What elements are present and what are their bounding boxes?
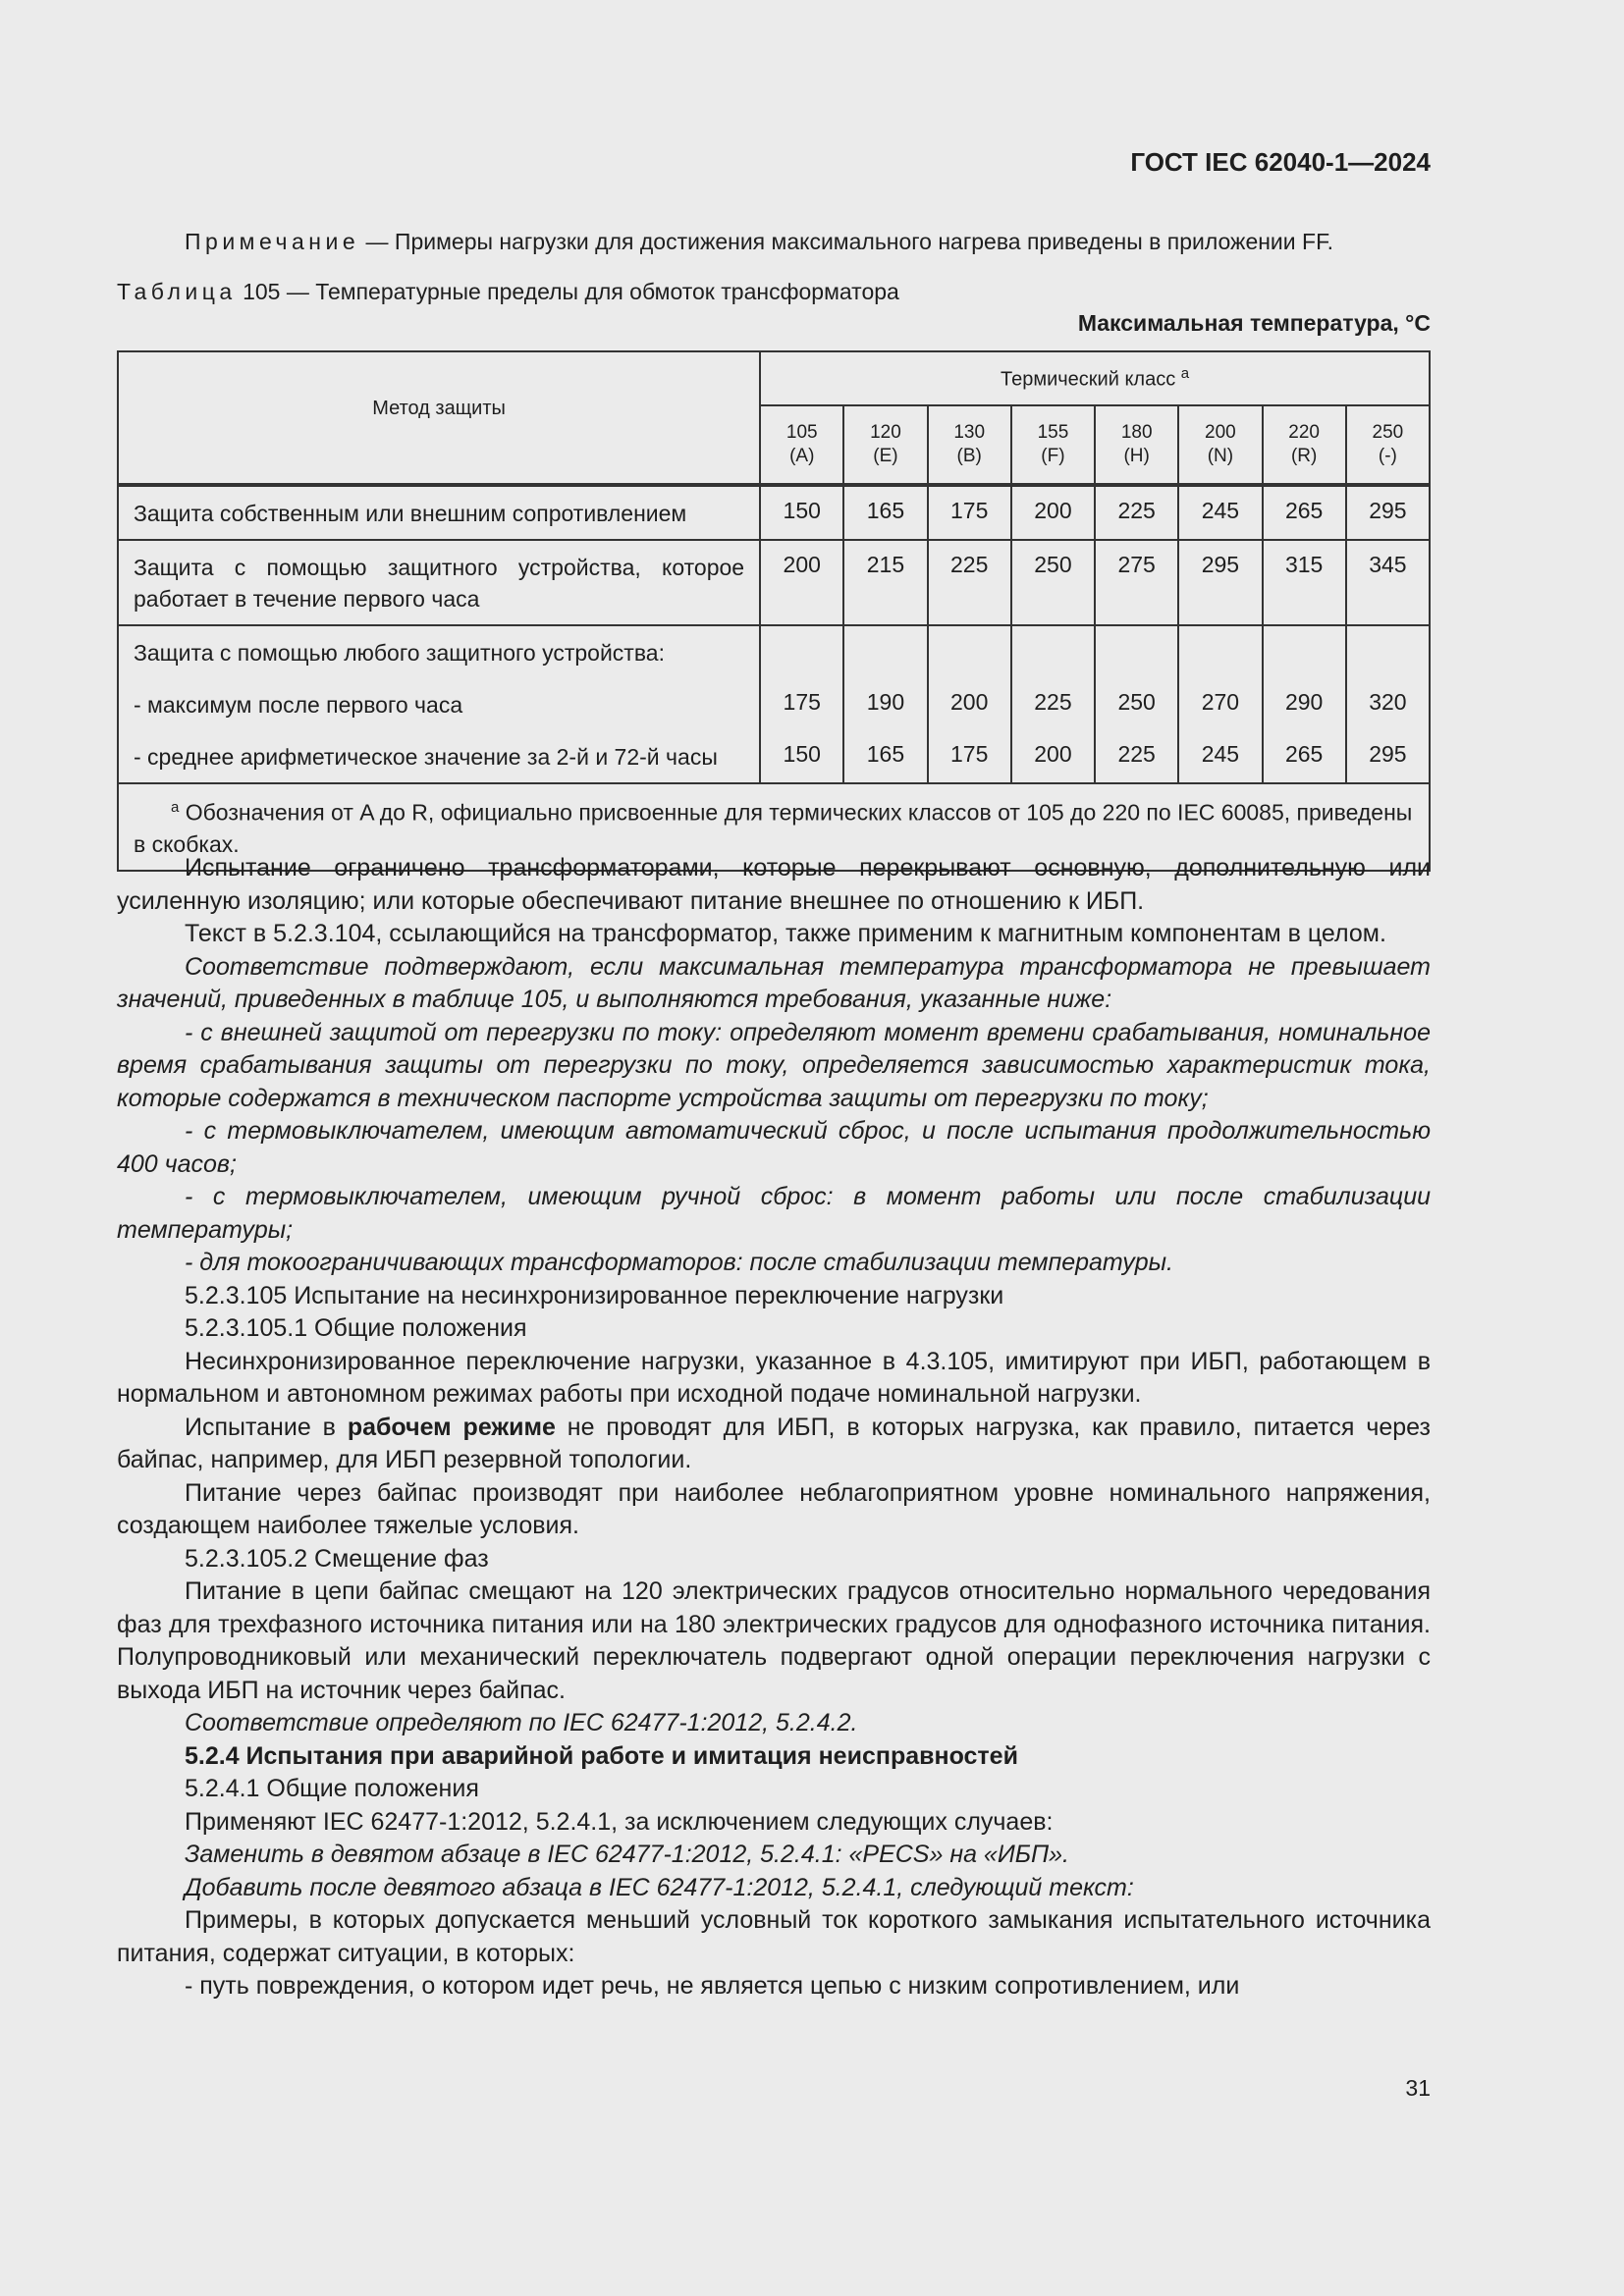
thermal-class-header-text: Термический класс — [1000, 368, 1176, 391]
table-cell: 345 — [1346, 540, 1430, 625]
table-cell: 200 — [760, 540, 843, 625]
row-label: Защита с помощью защитного устройства, которое работает в течение первого часа — [118, 540, 760, 625]
row-label: - среднее арифметическое значение за 2-й и 72-й часы — [118, 730, 760, 783]
class-column-header — [843, 405, 927, 485]
class-column-header — [1346, 405, 1430, 485]
section-heading: 5.2.3.105.1 Общие положения — [185, 1314, 527, 1342]
table-cell: 250 — [1095, 678, 1178, 730]
paragraph: - с термовыключателем, имеющим автоматический сброс, и после испытания продолжительностью 400 часов; — [117, 1117, 1431, 1178]
class-temp: 200 — [1205, 421, 1236, 443]
table-caption-text: 105 — Температурные пределы для обмоток трансформатора — [236, 279, 899, 304]
document-header: ГОСТ IEC 62040-1—2024 — [1130, 147, 1431, 177]
table-cell: 295 — [1178, 540, 1262, 625]
footnote-text: Обозначения от A до R, официально присвоенные для термических классов от 105 до 220 по IEC 60085, приведены в скобках. — [134, 799, 1413, 857]
class-code: (H) — [1123, 445, 1150, 466]
class-code: (B) — [956, 445, 982, 466]
table-cell: 225 — [1011, 678, 1095, 730]
page-number: 31 — [1405, 2075, 1431, 2101]
paragraph: Текст в 5.2.3.104, ссылающийся на трансформатор, также применим к магнитным компонентам в целом. — [185, 920, 1386, 947]
paragraph: Применяют IEC 62477-1:2012, 5.2.4.1, за исключением следующих случаев: — [185, 1807, 1054, 1836]
class-code: (F) — [1041, 445, 1065, 466]
class-column-header — [928, 405, 1011, 485]
table-cell: 225 — [928, 540, 1011, 625]
table-caption-label: Таблица — [117, 279, 237, 304]
table-cell: 245 — [1178, 485, 1262, 540]
table-cell: 200 — [1011, 485, 1095, 540]
table-cell: 295 — [1346, 485, 1430, 540]
table-cell: 270 — [1178, 678, 1262, 730]
table-row — [118, 485, 1430, 540]
table-cell: 265 — [1263, 730, 1346, 783]
note-text: — Примеры нагрузки для достижения максимального нагрева приведены в приложении FF. — [359, 229, 1333, 254]
class-temp: 120 — [870, 421, 901, 443]
table-cell: 165 — [843, 485, 927, 540]
table-cell: 265 — [1263, 485, 1346, 540]
section-heading: 5.2.3.105 Испытание на несинхронизированное переключение нагрузки — [185, 1281, 1004, 1309]
paragraph: Соответствие подтверждают, если максимальная температура трансформатора не превышает значений, приведенных в таблице 105, и выполняются требования, указанные ниже: — [117, 952, 1431, 1013]
class-code: (R) — [1290, 445, 1318, 466]
class-code: (N) — [1207, 445, 1234, 466]
table-cell: 175 — [928, 485, 1011, 540]
footnote-mark: а — [171, 799, 180, 816]
table-row — [118, 625, 1430, 678]
text-run: Испытание в — [185, 1413, 348, 1441]
table-cell: 315 — [1263, 540, 1346, 625]
table-cell: 245 — [1178, 730, 1262, 783]
thermal-class-header — [760, 351, 1430, 405]
paragraph: Добавить после девятого абзаца в IEC 62477-1:2012, 5.2.4.1, следующий текст: — [185, 1873, 1134, 1901]
class-column-header — [1011, 405, 1095, 485]
class-column-header — [1095, 405, 1178, 485]
group-title: Защита с помощью любого защитного устройства: — [118, 625, 760, 678]
paragraph: Соответствие определяют по IEC 62477-1:2012, 5.2.4.2. — [185, 1709, 858, 1736]
bold-text-run: рабочем режиме — [347, 1413, 556, 1441]
table-cell: 225 — [1095, 485, 1178, 540]
class-temp: 180 — [1120, 421, 1153, 443]
table-cell: 250 — [1011, 540, 1095, 625]
class-code: (-) — [1378, 445, 1397, 466]
table-cell: 150 — [760, 485, 843, 540]
table-cell: 200 — [1011, 730, 1095, 783]
paragraph: Питание в цепи байпас смещают на 120 электрических градусов относительно нормального чередования фаз для трехфазного источника питания или на 180 электрических градусов для однофазного источника питания. Полупроводниковый или механический переключатель подвергают одной операции переключения нагрузки с выхода ИБП на источник через байпас. — [117, 1577, 1431, 1704]
paragraph: Заменить в девятом абзаце в IEC 62477-1:2012, 5.2.4.1: «PECS» на «ИБП». — [185, 1841, 1069, 1868]
section-heading: 5.2.3.105.2 Смещение фаз — [185, 1544, 489, 1573]
table-cell: 215 — [843, 540, 927, 625]
row-label: - максимум после первого часа — [118, 678, 760, 730]
table-cell: 320 — [1346, 678, 1430, 730]
paragraph: Испытание ограничено трансформаторами, которые перекрывают основную, дополнительную или усиленную изоляцию; или которые обеспечивают питание внешнее по отношению к ИБП. — [117, 854, 1431, 915]
paragraph: Несинхронизированное переключение нагрузки, указанное в 4.3.105, имитируют при ИБП, работающем в нормальном и автономном режимах работы при исходной подаче номинальной нагрузки. — [117, 1347, 1431, 1408]
table-cell: 290 — [1263, 678, 1346, 730]
table-cell: 165 — [843, 730, 927, 783]
table-cell: 295 — [1346, 730, 1430, 783]
temperature-limits-table — [117, 350, 1431, 872]
table-row — [118, 730, 1430, 783]
class-column-header — [1178, 405, 1262, 485]
table-cell: 225 — [1095, 730, 1178, 783]
class-temp: 250 — [1372, 421, 1404, 443]
class-temp: 130 — [953, 421, 986, 443]
table-cell: 200 — [928, 678, 1011, 730]
paragraph — [117, 1412, 1431, 1477]
table-unit: Максимальная температура, °C — [1077, 310, 1431, 336]
paragraph: - с термовыключателем, имеющим ручной сброс: в момент работы или после стабилизации температуры; — [117, 1183, 1431, 1244]
class-column-header — [1263, 405, 1346, 485]
paragraph: - с внешней защитой от перегрузки по току: определяют момент времени срабатывания, номинальное время срабатывания защиты от перегрузки по току, определяется зависимостью характеристик тока, которые содержатся в техническом паспорте устройства защиты от перегрузки по току; — [117, 1018, 1431, 1112]
class-temp: 220 — [1288, 421, 1320, 443]
class-temp: 155 — [1037, 421, 1069, 443]
table-caption — [117, 279, 899, 305]
table-row — [118, 678, 1430, 730]
table-cell: 190 — [843, 678, 927, 730]
table-cell: 275 — [1095, 540, 1178, 625]
table-row — [118, 540, 1430, 625]
table-cell: 175 — [760, 678, 843, 730]
section-heading: 5.2.4 Испытания при аварийной работе и имитация неисправностей — [185, 1741, 1018, 1770]
note-label: Примечание — [185, 229, 360, 254]
paragraph: - путь повреждения, о котором идет речь, не является цепью с низким сопротивлением, или — [185, 1972, 1240, 2000]
note-paragraph — [117, 226, 1431, 257]
class-temp: 105 — [785, 421, 818, 443]
paragraph: Примеры, в которых допускается меньший условный ток короткого замыкания испытательного источника питания, содержат ситуации, в которых: — [117, 1906, 1431, 1967]
class-code: (A) — [789, 445, 815, 466]
paragraph: - для токоограничивающих трансформаторов: после стабилизации температуры. — [185, 1249, 1173, 1276]
table-cell: 175 — [928, 730, 1011, 783]
class-code: (E) — [873, 445, 898, 466]
paragraph: Питание через байпас производят при наиболее неблагоприятном уровне номинального напряжения, создающем наиболее тяжелые условия. — [117, 1478, 1431, 1539]
method-header: Метод защиты — [118, 351, 760, 485]
text-run: не проводят для ИБП, в которых нагрузка, как правило, питается через байпас, например, для ИБП резервной топологии. — [117, 1413, 1431, 1473]
row-label: Защита собственным или внешним сопротивлением — [118, 485, 760, 540]
section-heading: 5.2.4.1 Общие положения — [185, 1775, 479, 1802]
body-text — [117, 852, 1431, 2003]
table-cell: 150 — [760, 730, 843, 783]
class-column-header — [760, 405, 843, 485]
thermal-class-footnote-mark: а — [1180, 365, 1190, 383]
